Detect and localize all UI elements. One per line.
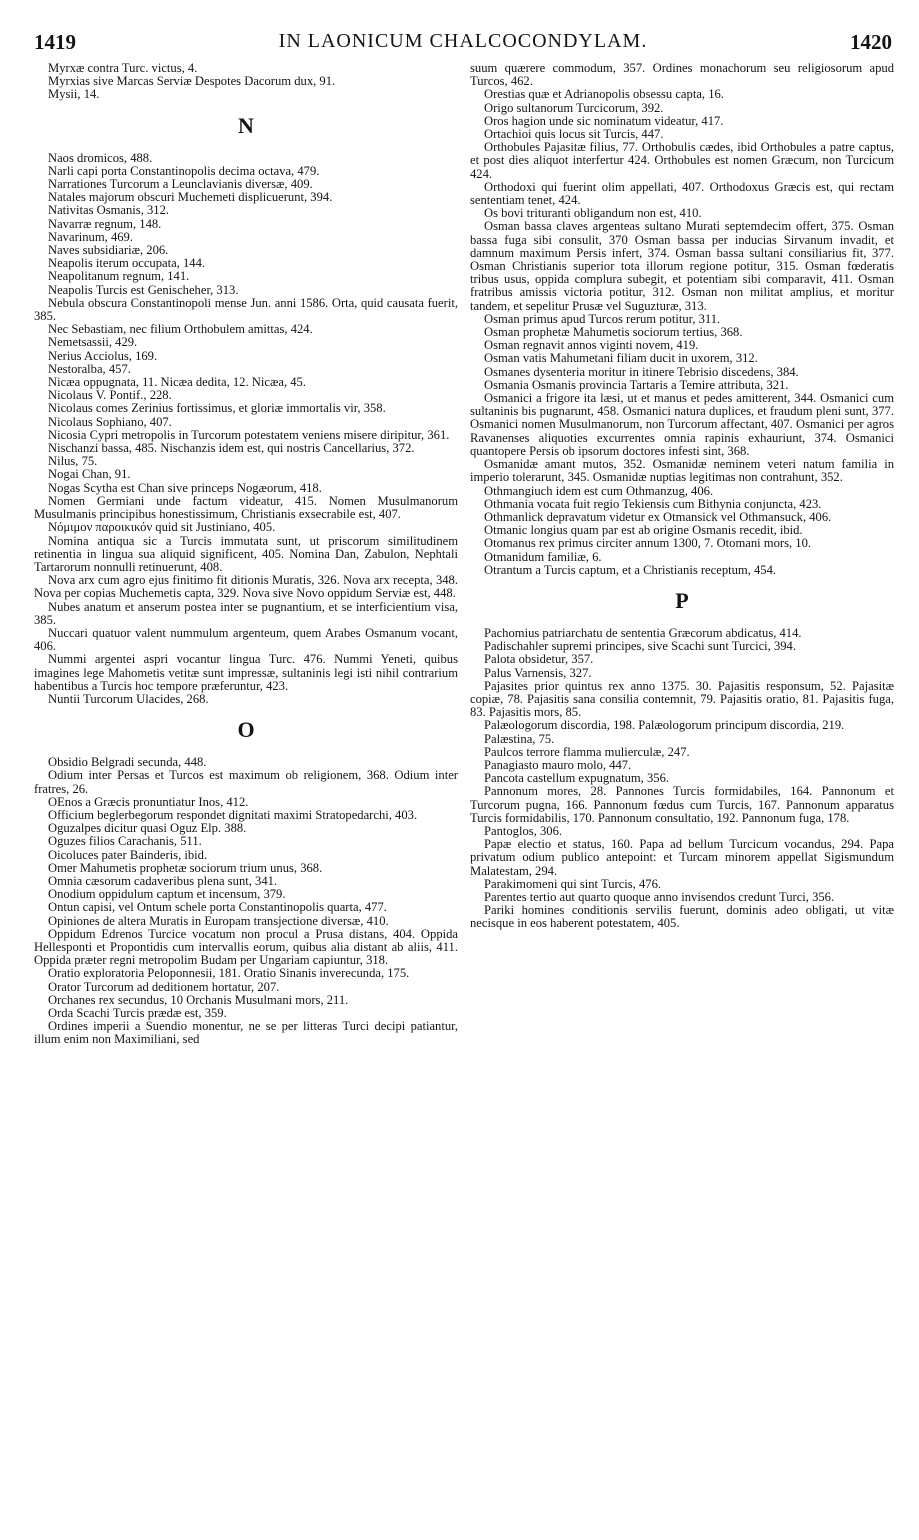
page-number-right: 1420 [850,30,892,54]
index-entry: Naves subsidiariæ, 206. [48,243,169,258]
index-entry: Officium beglerbegorum respondet dignitati maximi Stratopedarchi, 403. [48,807,418,822]
index-entry: Nativitas Osmanis, 312. [48,203,170,218]
index-entry: Othmania vocata fuit regio Tekiensis cum Bithynia conjuncta, 423. [484,496,822,511]
index-entry: Pancota castellum expugnatum, 356. [484,771,670,786]
index-entry: Myrxias sive Marcas Serviæ Despotes Dacorum dux, 91. [48,74,336,89]
index-entry: Parakimomeni qui sint Turcis, 476. [484,876,662,891]
index-entry: Osman regnavit annos viginti novem, 419. [484,338,699,353]
index-entry: Nicolaus V. Pontif., 228. [48,388,172,403]
index-entry: Orthobules Pajasitæ filius, 77. Orthobulis cædes, ibid Orthobules a patre captus, et post dies aliquot interfertur 424. Orthobules est nomen Græcum, non Turcicum 424. [470,140,894,181]
index-entry: Natales majorum obscuri Muchemeti displicuerunt, 394. [48,190,333,205]
index-entry: Neapolis iterum occupata, 144. [48,256,206,271]
index-entry: Pariki homines conditionis servilis fuerunt, dominis adeo obligati, ut vitæ necisque in eos haberent potestatem, 405. [470,903,894,931]
index-entry: Otmanidum familiæ, 6. [484,549,602,564]
index-entry: Nilus, 75. [48,454,98,469]
index-entry: Omnia cæsorum cadaveribus plena sunt, 341. [48,873,278,888]
index-entry: Pachomius patriarchatu de sententia Græcorum abdicatus, 414. [484,625,802,640]
index-entry: Padischahler supremi principes, sive Scachi sunt Turcici, 394. [484,639,796,654]
index-entry: Pantoglos, 306. [484,823,563,838]
index-entry: suum quærere commodum, 357. Ordines monachorum seu religiosorum apud Turcos, 462. [470,62,894,89]
index-entry: Orator Turcorum ad deditionem hortatur, 207. [48,979,280,994]
running-title: IN LAONICUM CHALCOCONDYLAM. [278,30,648,52]
index-entry: Osmanici a frigore ita læsi, ut et manus et pedes amitterent, 344. Osmanici cum sultaninis bis pugnarunt, 458. Osmanici natura duplices, et fraudum pleni sunt, 377. Osmanici nomen Musulmanorum, non Turcorum affectant, 407. Osmanici per agros Ravanenses aliquoties excurrentes omnia rapinis exhauriunt, 374. Osmanici quantopere Persis ob ipsorum doctores infesti sint, 368. [470,391,894,458]
index-entry: Nubes anatum et anserum postea inter se pugnantium, et se interficientium visa, 385. [34,599,458,627]
index-entry: Odium inter Persas et Turcos est maximum ob religionem, 368. Odium inter fratres, 26. [34,768,458,796]
page-header [34,30,892,56]
index-entry: Nicolaus comes Zerinius fortissimus, et gloriæ immortalis vir, 358. [48,401,386,416]
index-entry: Nomen Germiani unde factum videatur, 415. Nomen Musulmanorum Musulmanis principibus honestissimum, Christianis exsecrabile est, 407. [34,493,458,522]
index-entry: Neapolitanum regnum, 141. [48,269,190,284]
index-entry: Osman primus apud Turcos rerum potitur, 311. [484,311,721,326]
left-column [34,62,458,1532]
index-entry: Nummi argentei aspri vocantur lingua Turc. 476. Nummi Yeneti, quibus imagines lege Mahometis vetitæ sunt impressæ, sultaninis legi isti nihil contrarium habentibus a Turcis hoc tempore præferuntur, 423. [34,652,458,693]
index-entry: Omer Mahumetis prophetæ sociorum trium unus, 368. [48,860,323,875]
index-entry: Mysii, 14. [48,87,100,102]
index-entry: Neapolis Turcis est Genischeher, 313. [48,282,239,297]
index-entry: Osman vatis Mahumetani filiam ducit in uxorem, 312. [484,351,758,366]
index-entry: Osman prophetæ Mahumetis sociorum tertius, 368. [484,325,743,340]
section-letter: O [237,717,255,743]
index-entry: Navarræ regnum, 148. [48,216,162,231]
index-entry: Nerius Acciolus, 169. [48,348,158,363]
index-entry: Osman bassa claves argenteas sultano Murati septemdecim offert, 375. Osman bassa fuga sibi consulit, 370 Osman bassa per inducias Sirvanum invadit, et damnum maximum Persis infert, 374. Osman bassa sultani consiliarius fit, 377. Osman Christianis superior tota illorum regione potitur, 315. Osman fœderatis tribus usus, oppida complura subegit, et potentiam sibi comparavit, 411. Osman fratribus amissis victoria potitur, 312. Osman non militat amplius, et moritur tandem, et sepelitur Prusæ vel Suguzturæ, 313. [470,219,894,313]
index-entry: Oguzes filios Carachanis, 511. [48,834,202,849]
section-letter: N [238,112,254,138]
index-entry: Otomanus rex primus circiter annum 1300, 7. Otomani mors, 10. [484,536,812,551]
right-column [470,62,894,1532]
index-entry: Papæ electio et status, 160. Papa ad bellum Turcicum vocandus, 294. Papa privatum odium publico antepoint: et Turcam minorem appellat Sigismundum Malatestam, 294. [470,837,894,878]
index-entry: Obsidio Belgradi secunda, 448. [48,755,207,770]
index-entry: Ontun capisi, vel Ontum schele porta Constantinopolis quarta, 477. [48,900,387,915]
index-entry: Otrantum a Turcis captum, et a Christianis receptum, 454. [484,562,777,577]
index-entry: Nebula obscura Constantinopoli mense Jun. anni 1586. Orta, quid causata fuerit, 385. [34,295,458,324]
index-entry: Nicæa oppugnata, 11. Nicæa dedita, 12. Nicæa, 45. [48,375,306,390]
index-entry: Otmanic longius quam par est ab origine Osmanis recedit, ibid. [484,523,803,538]
index-entry: Pannonum mores, 28. Pannones Turcis formidabiles, 164. Pannonum et Turcorum pugna, 166. Pannonum fœdus cum Turcis, 167. Pannonum apparatus Turcis formidabilis, 170. Pannonum consultatio, 192. Pannonum fuga, 178. [470,784,894,825]
index-entry: Palæologorum discordia, 198. Palæologorum principum discordia, 219. [484,718,845,733]
index-entry: Νόμιμον παροικικόν quid sit Justiniano, 405. [48,520,276,535]
index-entry: Oratio exploratoria Peloponnesii, 181. Oratio Sinanis inverecunda, 175. [48,966,410,981]
index-entry: Orchanes rex secundus, 10 Orchanis Musulmani mors, 211. [48,992,349,1007]
index-entry: Palus Varnensis, 327. [484,665,592,680]
index-entry: Osmania Osmanis provincia Tartaris a Temire attributa, 321. [484,377,789,392]
index-entry: Narli capi porta Constantinopolis decima octava, 479. [48,163,320,178]
index-entry: Ordines imperii a Suendio monentur, ne se per litteras Turci decipi patiantur, illum enim non Maximiliani, sed [34,1019,458,1047]
index-entry: Osmanes dysenteria moritur in itinere Tebrisio discedens, 384. [484,364,799,379]
index-entry: Orda Scachi Turcis prædæ est, 359. [48,1006,227,1020]
page-number-left: 1419 [34,30,76,54]
index-entry: Orestias quæ et Adrianopolis obsessu capta, 16. [484,87,724,102]
index-entry: Nomina antiqua sic a Turcis immutata sunt, ut priscorum similitudinem retinentia in lingua sua aliquid significent, 405. Nomina Dan, Zabulon, Nephtali Tartarorum nonnulli retinuerunt, 408. [34,533,458,574]
index-entry: Parentes tertio aut quarto quoque anno invisendos credunt Turci, 356. [484,889,835,904]
index-entry: Nemetsassii, 429. [48,335,138,350]
index-entry: Panagiasto mauro molo, 447. [484,757,632,772]
index-entry: Palæstina, 75. [484,731,555,746]
index-entry: Nuntii Turcorum Ulacides, 268. [48,691,209,706]
index-entry: Narrationes Turcorum a Leunclavianis diversæ, 409. [48,177,313,192]
index-entry: Oros hagion unde sic nominatum videatur, 417. [484,113,724,128]
index-entry: Oicoluces pater Bainderis, ibid. [48,847,208,862]
index-entry: Onodium oppidulum captum et incensum, 379. [48,887,286,902]
index-entry: Opiniones de altera Muratis in Europam transjectione diversæ, 410. [48,913,389,928]
index-entry: Pajasites prior quintus rex anno 1375. 30. Pajasitis responsum, 52. Pajasitæ copiæ, 78. Pajasitis sana consilia contemnit, 79. Pajasitis oratio, 81. Pajasitis fuga, 83. Pajasitis mors, 85. [470,678,894,720]
index-entry: Nestoralba, 457. [48,361,131,376]
index-entry: Palota obsidetur, 357. [484,652,594,667]
index-entry: Nogai Chan, 91. [48,467,131,482]
index-entry: Paulcos terrore flamma mulierculæ, 247. [484,744,690,759]
index-entry: Oppidum Edrenos Turcice vocatum non procul a Prusa distans, 404. Oppida Hellesponti et Propontidis cum intervallis eorum, quibus alia distant ab aliis, 411. Oppida præter regni metropolim Budam per Ungariam capiuntur, 318. [34,926,458,968]
index-entry: Nec Sebastiam, nec filium Orthobulem amittas, 424. [48,322,313,337]
index-entry: Navarinum, 469. [48,229,133,244]
index-entry: Myrxæ contra Turc. victus, 4. [48,62,198,75]
index-entry: Nischanzi bassa, 485. Nischanzis idem est, qui nostris Cancellarius, 372. [48,441,415,456]
index-entry: Orthodoxi qui fuerint olim appellati, 407. Orthodoxus Græcis est, qui rectam sententiam tenet, 424. [470,179,894,208]
index-entry: Nicosia Cypri metropolis in Turcorum potestatem veniens misere diripitur, 361. [48,427,450,442]
section-letter: P [675,587,689,613]
index-entry: Othmanlick depravatum videtur ex Otmansick vel Othmansuck, 406. [484,509,832,524]
index-entry: Nicolaus Sophiano, 407. [48,414,172,429]
index-entry: Nogas Scytha est Chan sive princeps Nogæorum, 418. [48,480,322,495]
index-entry: Ortachioi quis locus sit Turcis, 447. [484,127,664,142]
index-entry: OEnos a Græcis pronuntiatur Inos, 412. [48,794,249,809]
index-entry: Nuccari quatuor valent nummulum argenteum, quem Arabes Osmanum vocant, 406. [34,625,458,654]
index-entry: Othmangiuch idem est cum Othmanzug, 406. [484,483,714,498]
index-entry: Origo sultanorum Turcicorum, 392. [484,100,664,115]
index-entry: Oguzalpes dicitur quasi Oguz Elp. 388. [48,821,247,836]
index-entry: Os bovi trituranti obligandum non est, 410. [484,206,702,221]
index-entry: Naos dromicos, 488. [48,150,153,165]
index-entry: Nova arx cum agro ejus finitimo fit ditionis Muratis, 326. Nova arx recepta, 348. Nova per copias Muchemetis capta, 329. Nova sive Novo oppidum Serviæ est, 448. [34,573,458,601]
index-entry: Osmanidæ amant mutos, 352. Osmanidæ neminem veteri natum familia in imperio tolerarunt, 345. Osmanidæ nuptias legitimas non contrahunt, 352. [470,457,894,485]
